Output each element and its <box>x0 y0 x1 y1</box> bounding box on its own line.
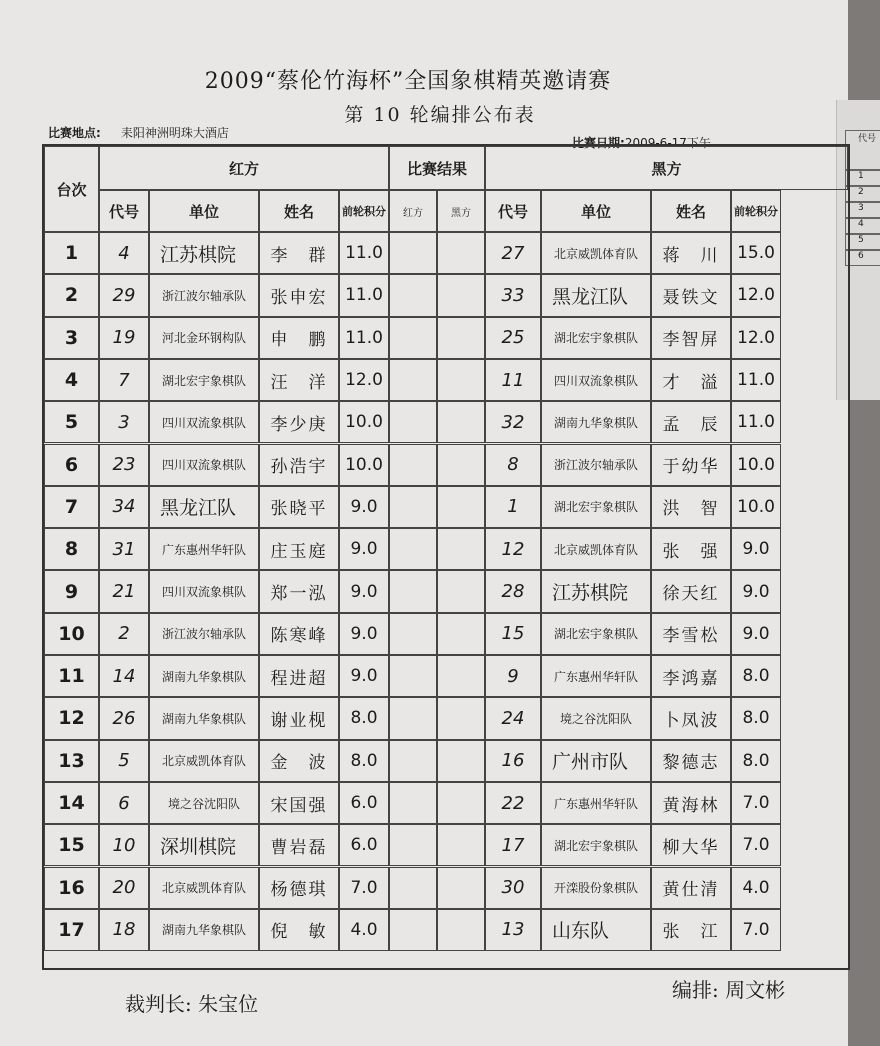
result-red-cell <box>389 824 437 866</box>
black-player-name: 李雪松 <box>651 613 731 655</box>
result-red-cell <box>389 274 437 316</box>
black-code: 28 <box>485 570 541 612</box>
red-code: 3 <box>99 401 149 443</box>
black-unit: 四川双流象棋队 <box>541 359 651 401</box>
black-prev-score: 11.0 <box>731 401 781 443</box>
table-row <box>44 444 781 486</box>
red-player-name: 申 鹏 <box>259 317 339 359</box>
black-code: 1 <box>485 486 541 528</box>
header-black-unit: 单位 <box>541 190 651 232</box>
red-unit: 湖南九华象棋队 <box>149 655 259 697</box>
result-black-cell <box>437 528 485 570</box>
red-player-name: 李少庚 <box>259 401 339 443</box>
black-code: 25 <box>485 317 541 359</box>
black-player-name: 徐天红 <box>651 570 731 612</box>
black-player-name: 黎德志 <box>651 740 731 782</box>
result-black-cell <box>437 232 485 274</box>
red-code: 20 <box>99 867 149 909</box>
black-prev-score: 11.0 <box>731 359 781 401</box>
red-prev-score: 4.0 <box>339 909 389 951</box>
red-code: 6 <box>99 782 149 824</box>
red-unit: 江苏棋院 <box>149 232 259 274</box>
red-code: 14 <box>99 655 149 697</box>
black-prev-score: 4.0 <box>731 867 781 909</box>
red-player-name: 李 群 <box>259 232 339 274</box>
result-red-cell <box>389 401 437 443</box>
black-prev-score: 10.0 <box>731 444 781 486</box>
venue-value: 耒阳神洲明珠大酒店 <box>120 126 229 140</box>
black-code: 11 <box>485 359 541 401</box>
red-code: 21 <box>99 570 149 612</box>
table-number: 6 <box>44 444 99 486</box>
result-black-cell <box>437 740 485 782</box>
red-prev-score: 9.0 <box>339 613 389 655</box>
red-prev-score: 11.0 <box>339 317 389 359</box>
black-unit: 湖北宏宇象棋队 <box>541 486 651 528</box>
table-row <box>44 909 781 951</box>
black-player-name: 蒋 川 <box>651 232 731 274</box>
red-player-name: 庄玉庭 <box>259 528 339 570</box>
black-prev-score: 8.0 <box>731 697 781 739</box>
black-unit: 北京威凯体育队 <box>541 232 651 274</box>
black-player-name: 卜凤波 <box>651 697 731 739</box>
black-code: 27 <box>485 232 541 274</box>
black-player-name: 李鸿嘉 <box>651 655 731 697</box>
table-row <box>44 655 781 697</box>
red-player-name: 杨德琪 <box>259 867 339 909</box>
black-player-name: 张 强 <box>651 528 731 570</box>
black-prev-score: 9.0 <box>731 570 781 612</box>
red-code: 2 <box>99 613 149 655</box>
result-red-cell <box>389 359 437 401</box>
result-red-cell <box>389 528 437 570</box>
table-number: 11 <box>44 655 99 697</box>
table-row <box>44 740 781 782</box>
table-row <box>44 782 781 824</box>
black-prev-score: 12.0 <box>731 317 781 359</box>
adjacent-sheet-number: 1 <box>845 170 880 186</box>
page-subtitle: 第 10 轮编排公布表 <box>344 104 536 126</box>
red-code: 19 <box>99 317 149 359</box>
header-black-code: 代号 <box>485 190 541 232</box>
header-red-name: 姓名 <box>259 190 339 232</box>
table-number: 17 <box>44 909 99 951</box>
red-prev-score: 7.0 <box>339 867 389 909</box>
black-player-name: 孟 辰 <box>651 401 731 443</box>
black-code: 16 <box>485 740 541 782</box>
venue <box>48 124 229 141</box>
red-player-name: 陈寒峰 <box>259 613 339 655</box>
date-value: 2009-6-17下午 <box>624 136 711 150</box>
black-prev-score: 7.0 <box>731 782 781 824</box>
black-code: 15 <box>485 613 541 655</box>
table-number: 10 <box>44 613 99 655</box>
red-code: 29 <box>99 274 149 316</box>
result-red-cell <box>389 317 437 359</box>
table-row <box>44 317 781 359</box>
red-player-name: 孙浩宇 <box>259 444 339 486</box>
red-code: 31 <box>99 528 149 570</box>
date-label: 比赛日期: <box>572 136 625 150</box>
header-black-name: 姓名 <box>651 190 731 232</box>
black-unit: 山东队 <box>541 909 651 951</box>
black-prev-score: 7.0 <box>731 824 781 866</box>
result-black-cell <box>437 486 485 528</box>
black-player-name: 黄仕清 <box>651 867 731 909</box>
black-player-name: 聂铁文 <box>651 274 731 316</box>
red-prev-score: 11.0 <box>339 274 389 316</box>
red-player-name: 金 波 <box>259 740 339 782</box>
red-unit: 广东惠州华轩队 <box>149 528 259 570</box>
table-row <box>44 613 781 655</box>
table-number: 3 <box>44 317 99 359</box>
result-black-cell <box>437 570 485 612</box>
header-black: 黑方 <box>485 146 848 190</box>
black-prev-score: 9.0 <box>731 613 781 655</box>
red-code: 18 <box>99 909 149 951</box>
result-black-cell <box>437 697 485 739</box>
black-prev-score: 7.0 <box>731 909 781 951</box>
table-row <box>44 867 781 909</box>
red-prev-score: 9.0 <box>339 486 389 528</box>
red-player-name: 宋国强 <box>259 782 339 824</box>
header-table-no: 台次 <box>44 146 99 232</box>
black-unit: 开滦股份象棋队 <box>541 867 651 909</box>
table-row <box>44 697 781 739</box>
black-player-name: 张 江 <box>651 909 731 951</box>
table-number: 13 <box>44 740 99 782</box>
red-prev-score: 9.0 <box>339 570 389 612</box>
header-red: 红方 <box>99 146 389 190</box>
adjacent-sheet-number: 6 <box>845 250 880 266</box>
result-red-cell <box>389 697 437 739</box>
red-prev-score: 10.0 <box>339 401 389 443</box>
black-player-name: 洪 智 <box>651 486 731 528</box>
result-red-cell <box>389 570 437 612</box>
red-prev-score: 9.0 <box>339 655 389 697</box>
red-prev-score: 6.0 <box>339 824 389 866</box>
table-number: 14 <box>44 782 99 824</box>
pairing-table <box>42 144 850 970</box>
red-player-name: 张晓平 <box>259 486 339 528</box>
header-red-code: 代号 <box>99 190 149 232</box>
table-number: 5 <box>44 401 99 443</box>
black-code: 8 <box>485 444 541 486</box>
red-unit: 四川双流象棋队 <box>149 444 259 486</box>
result-red-cell <box>389 909 437 951</box>
red-code: 34 <box>99 486 149 528</box>
result-black-cell <box>437 359 485 401</box>
red-player-name: 郑一泓 <box>259 570 339 612</box>
arranger: 编排: 周文彬 <box>672 978 786 1002</box>
red-prev-score: 8.0 <box>339 740 389 782</box>
black-prev-score: 10.0 <box>731 486 781 528</box>
red-code: 5 <box>99 740 149 782</box>
table-number: 16 <box>44 867 99 909</box>
table-number: 1 <box>44 232 99 274</box>
black-code: 9 <box>485 655 541 697</box>
header-black-prev-score: 前轮积分 <box>731 190 781 232</box>
black-prev-score: 8.0 <box>731 655 781 697</box>
red-unit: 湖南九华象棋队 <box>149 909 259 951</box>
adjacent-sheet-number: 2 <box>845 186 880 202</box>
table-row <box>44 486 781 528</box>
adjacent-sheet-header: 代号 <box>845 130 880 170</box>
red-unit: 湖北宏宇象棋队 <box>149 359 259 401</box>
red-prev-score: 8.0 <box>339 697 389 739</box>
red-unit: 四川双流象棋队 <box>149 570 259 612</box>
result-black-cell <box>437 909 485 951</box>
black-code: 32 <box>485 401 541 443</box>
adjacent-sheet-number: 3 <box>845 202 880 218</box>
header-red-prev-score: 前轮积分 <box>339 190 389 232</box>
table-number: 9 <box>44 570 99 612</box>
venue-label: 比赛地点: <box>48 126 101 140</box>
black-unit: 湖北宏宇象棋队 <box>541 317 651 359</box>
table-row <box>44 570 781 612</box>
red-unit: 四川双流象棋队 <box>149 401 259 443</box>
red-prev-score: 12.0 <box>339 359 389 401</box>
black-prev-score: 15.0 <box>731 232 781 274</box>
black-player-name: 黄海林 <box>651 782 731 824</box>
result-red-cell <box>389 613 437 655</box>
result-black-cell <box>437 824 485 866</box>
table-row <box>44 274 781 316</box>
header-red-unit: 单位 <box>149 190 259 232</box>
result-black-cell <box>437 317 485 359</box>
red-unit: 北京威凯体育队 <box>149 740 259 782</box>
result-red-cell <box>389 655 437 697</box>
black-unit: 浙江波尔轴承队 <box>541 444 651 486</box>
table-row <box>44 359 781 401</box>
black-unit: 湖南九华象棋队 <box>541 401 651 443</box>
red-player-name: 曹岩磊 <box>259 824 339 866</box>
black-unit: 黑龙江队 <box>541 274 651 316</box>
red-player-name: 谢业枧 <box>259 697 339 739</box>
black-prev-score: 8.0 <box>731 740 781 782</box>
black-prev-score: 12.0 <box>731 274 781 316</box>
black-unit: 江苏棋院 <box>541 570 651 612</box>
red-code: 26 <box>99 697 149 739</box>
black-code: 22 <box>485 782 541 824</box>
black-player-name: 柳大华 <box>651 824 731 866</box>
result-red-cell <box>389 867 437 909</box>
result-black-cell <box>437 444 485 486</box>
red-unit: 河北金环钢构队 <box>149 317 259 359</box>
black-player-name: 才 溢 <box>651 359 731 401</box>
result-red-cell <box>389 232 437 274</box>
red-unit: 境之谷沈阳队 <box>149 782 259 824</box>
red-player-name: 程进超 <box>259 655 339 697</box>
table-number: 8 <box>44 528 99 570</box>
red-prev-score: 6.0 <box>339 782 389 824</box>
table-row <box>44 232 781 274</box>
red-unit: 深圳棋院 <box>149 824 259 866</box>
red-unit: 浙江波尔轴承队 <box>149 613 259 655</box>
black-unit: 湖北宏宇象棋队 <box>541 613 651 655</box>
table-number: 12 <box>44 697 99 739</box>
result-black-cell <box>437 655 485 697</box>
black-prev-score: 9.0 <box>731 528 781 570</box>
black-code: 17 <box>485 824 541 866</box>
red-code: 4 <box>99 232 149 274</box>
header-result-black: 黑方 <box>437 190 485 232</box>
red-unit: 浙江波尔轴承队 <box>149 274 259 316</box>
table-row <box>44 824 781 866</box>
result-red-cell <box>389 782 437 824</box>
black-code: 30 <box>485 867 541 909</box>
red-player-name: 汪 洋 <box>259 359 339 401</box>
black-unit: 广东惠州华轩队 <box>541 655 651 697</box>
black-unit: 湖北宏宇象棋队 <box>541 824 651 866</box>
red-code: 23 <box>99 444 149 486</box>
black-code: 12 <box>485 528 541 570</box>
black-unit: 境之谷沈阳队 <box>541 697 651 739</box>
black-unit: 广州市队 <box>541 740 651 782</box>
result-black-cell <box>437 401 485 443</box>
result-black-cell <box>437 274 485 316</box>
black-unit: 广东惠州华轩队 <box>541 782 651 824</box>
red-unit: 湖南九华象棋队 <box>149 697 259 739</box>
black-unit: 北京威凯体育队 <box>541 528 651 570</box>
table-number: 15 <box>44 824 99 866</box>
red-player-name: 倪 敏 <box>259 909 339 951</box>
header-result-red: 红方 <box>389 190 437 232</box>
black-code: 24 <box>485 697 541 739</box>
result-black-cell <box>437 782 485 824</box>
result-black-cell <box>437 867 485 909</box>
black-code: 13 <box>485 909 541 951</box>
result-red-cell <box>389 444 437 486</box>
red-prev-score: 9.0 <box>339 528 389 570</box>
result-red-cell <box>389 486 437 528</box>
table-number: 4 <box>44 359 99 401</box>
red-unit: 黑龙江队 <box>149 486 259 528</box>
header-result: 比赛结果 <box>389 146 485 190</box>
table-row <box>44 401 781 443</box>
adjacent-sheet-number: 5 <box>845 234 880 250</box>
red-code: 7 <box>99 359 149 401</box>
black-player-name: 李智屏 <box>651 317 731 359</box>
table-number: 2 <box>44 274 99 316</box>
black-player-name: 于幼华 <box>651 444 731 486</box>
red-code: 10 <box>99 824 149 866</box>
table-number: 7 <box>44 486 99 528</box>
black-code: 33 <box>485 274 541 316</box>
result-black-cell <box>437 613 485 655</box>
red-unit: 北京威凯体育队 <box>149 867 259 909</box>
adjacent-sheet-number: 4 <box>845 218 880 234</box>
red-prev-score: 10.0 <box>339 444 389 486</box>
table-row <box>44 528 781 570</box>
page-title: 2009“蔡伦竹海杯”全国象棋精英邀请赛 <box>204 69 612 94</box>
red-player-name: 张申宏 <box>259 274 339 316</box>
chief-referee: 裁判长: 朱宝位 <box>125 992 259 1016</box>
result-red-cell <box>389 740 437 782</box>
red-prev-score: 11.0 <box>339 232 389 274</box>
